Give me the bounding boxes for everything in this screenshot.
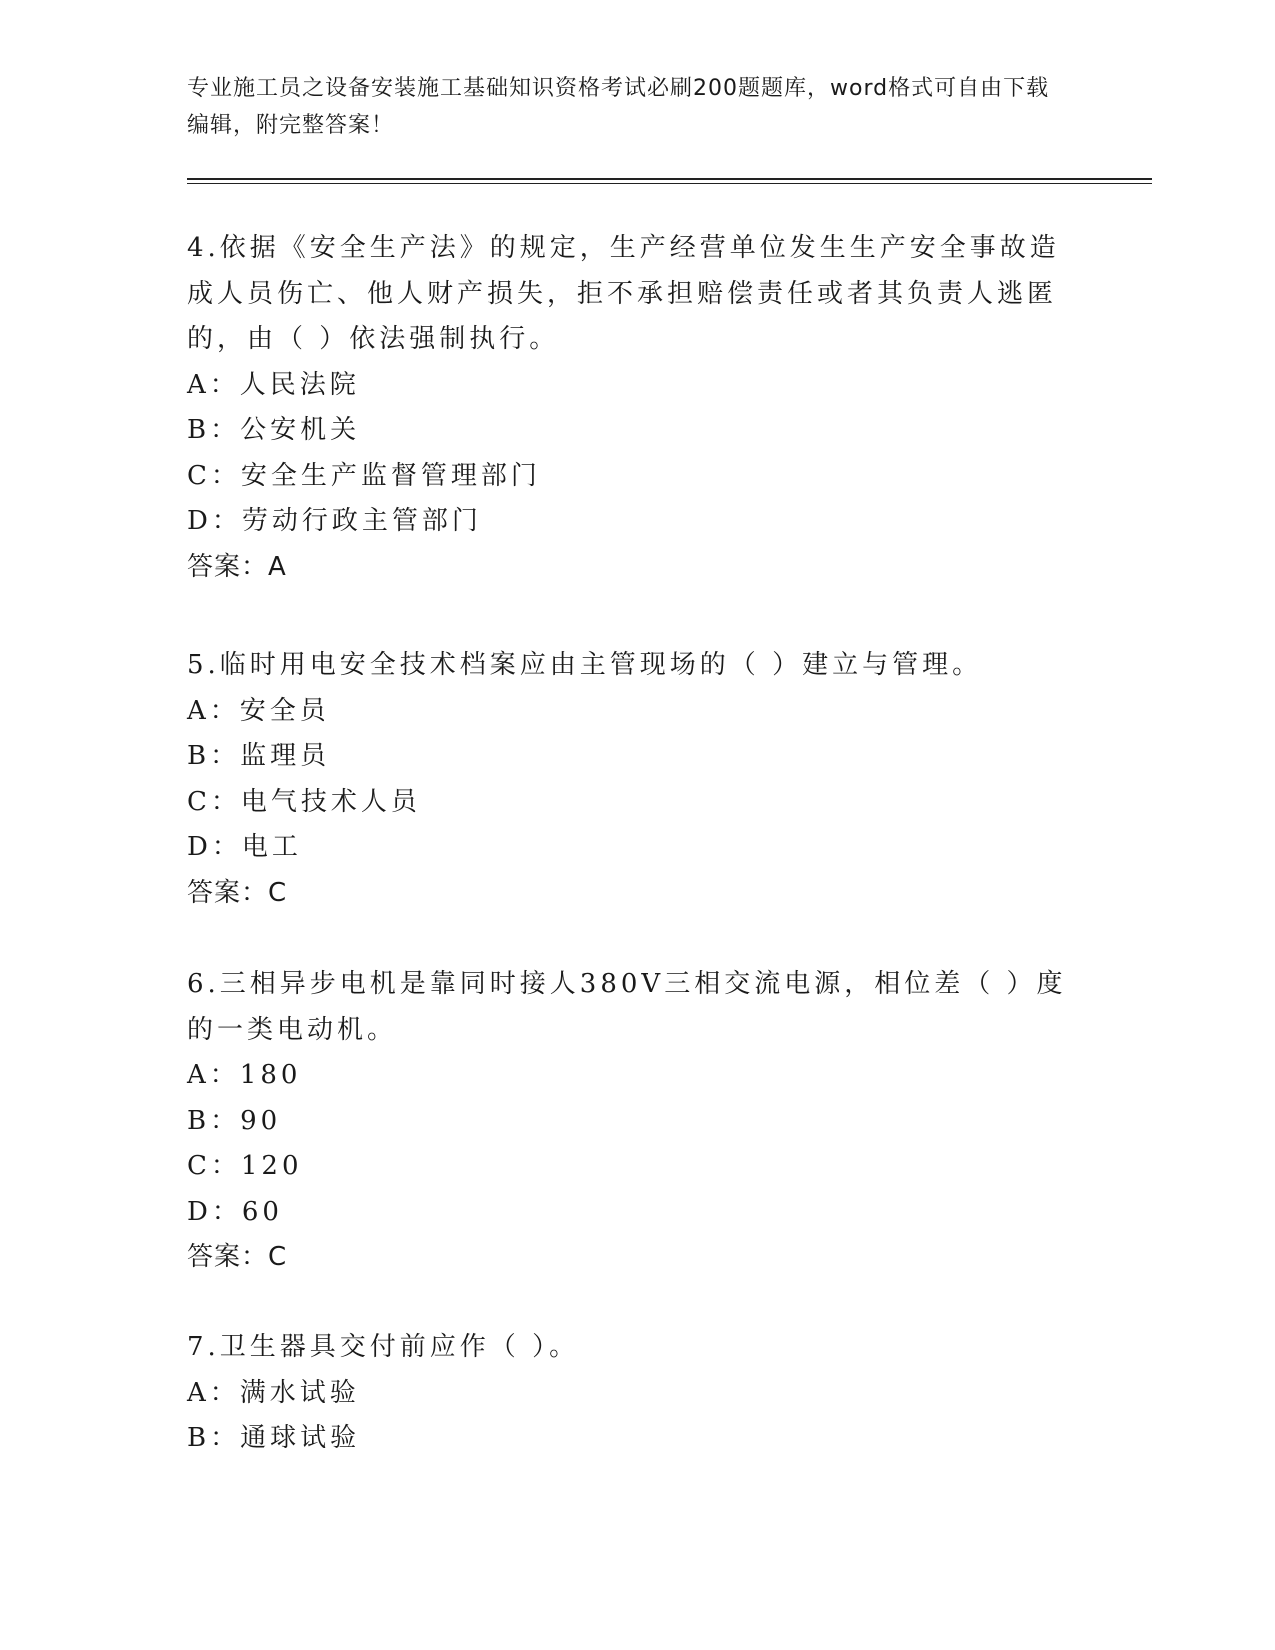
question-6: [187, 962, 1067, 1281]
option-b: B：通球试验: [187, 1423, 361, 1453]
option-d: D：60: [187, 1196, 283, 1227]
option-a: A：安全员: [187, 695, 330, 726]
option-d: D：电工: [187, 832, 302, 862]
answer: 答案：A: [187, 551, 287, 582]
header-rule-thick: [187, 178, 1152, 180]
question-4: [187, 226, 1067, 590]
option-c: C：120: [187, 1151, 303, 1181]
question-stem: 7.卫生器具交付前应作（ ）。: [187, 1332, 580, 1362]
option-a: A：人民法院: [187, 369, 360, 400]
question-stem: 5.临时用电安全技术档案应由主管现场的（ ）建立与管理。: [187, 650, 983, 680]
answer: 答案：C: [187, 877, 288, 908]
question-stem: 4.依据《安全生产法》的规定，生产经营单位发生生产安全事故造成人员伤亡、他人财产损失，拒不承担赔偿责任或者其负责人逃匿的，由（ ）依法强制执行。: [187, 233, 1060, 354]
question-stem: 6.三相异步电机是靠同时接人380V三相交流电源，相位差（ ）度的一类电动机。: [187, 969, 1067, 1045]
header-rule-thin: [187, 183, 1152, 184]
question-5: [187, 643, 1067, 916]
question-7: [187, 1325, 1067, 1462]
option-b: B：公安机关: [187, 415, 361, 445]
option-b: B：监理员: [187, 741, 331, 771]
option-c: C：安全生产监督管理部门: [187, 460, 541, 491]
option-b: B：90: [187, 1105, 282, 1136]
document-header: 专业施工员之设备安装施工基础知识资格考试必刷200题题库，word格式可自由下载编辑，附完整答案！: [187, 76, 1050, 138]
option-a: A：180: [187, 1060, 302, 1090]
option-d: D：劳动行政主管部门: [187, 506, 482, 536]
answer: 答案：C: [187, 1242, 288, 1272]
option-c: C：电气技术人员: [187, 786, 421, 817]
option-a: A：满水试验: [187, 1377, 360, 1408]
